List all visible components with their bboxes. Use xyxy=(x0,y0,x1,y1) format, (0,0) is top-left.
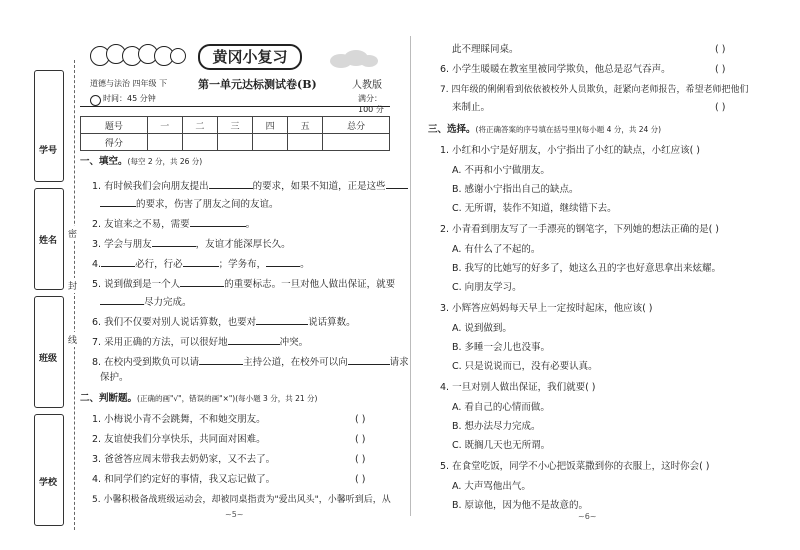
score-cell: 得分 xyxy=(81,134,148,151)
edition-label: 人教版 xyxy=(352,80,382,91)
choice-q3: 3. 小辉答应妈妈每天早上一定按时起床，他应该( ) xyxy=(440,303,653,314)
fill-q4: 4. 必行，行必 ；学务布， 。 xyxy=(92,256,310,271)
choice-option: C. 既搁几天也无所谓。 xyxy=(452,440,551,451)
score-cell: 二 xyxy=(182,117,217,134)
answer-blank[interactable] xyxy=(256,314,308,325)
school-box xyxy=(34,414,64,526)
choice-q5: 5. 在食堂吃饭，同学不小心把饭菜撒到你的衣服上，这时你会( ) xyxy=(440,461,710,472)
choice-option: B. 想办法尽力完成。 xyxy=(452,421,541,432)
exam-header xyxy=(80,40,390,114)
full-score: 满分：100 分 xyxy=(358,94,384,114)
fill-q8-cont: 保护。 xyxy=(100,372,129,383)
choice-option: C. 无所谓，装作不知道，继续错下去。 xyxy=(452,203,617,214)
answer-blank[interactable] xyxy=(100,196,136,207)
header-divider xyxy=(80,106,390,107)
score-cell: 五 xyxy=(288,117,323,134)
section-3-title: 三、选择。(将正确答案的序号填在括号里)(每小题 4 分，共 24 分) xyxy=(428,124,662,135)
answer-paren[interactable]: ( ) xyxy=(355,414,366,425)
answer-paren[interactable]: ( ) xyxy=(355,434,366,445)
choice-option: C. 向朋友学习。 xyxy=(452,282,522,293)
choice-option: B. 原谅他，因为他不是故意的。 xyxy=(452,500,589,511)
choice-option: C. 只是说说而已，没有必要认真。 xyxy=(452,361,598,372)
fill-q5-cont: 尽力完成。 xyxy=(100,294,192,309)
answer-blank[interactable] xyxy=(209,178,253,189)
answer-paren[interactable]: ( ) xyxy=(355,474,366,485)
score-input-cell[interactable] xyxy=(217,134,252,151)
school-label: 学校 xyxy=(38,478,57,488)
score-cell: 总分 xyxy=(323,117,390,134)
section-1-title: 一、填空。(每空 2 分，共 26 分) xyxy=(80,156,203,167)
fill-q1: 1. 有时候我们会向朋友提出 的要求，如果不知道，正是这些 xyxy=(92,178,408,193)
judge-q4: 4. 和同学们约定好的事情，我又忘记做了。 xyxy=(92,474,276,485)
fill-q7: 7. 采用正确的方法，可以很好地 冲突。 xyxy=(92,334,308,349)
brand-logo: 黄冈小复习 xyxy=(198,44,302,70)
cartoon-faces-icon xyxy=(90,46,190,68)
judge-q6: 6. 小学生暖暖在教室里被同学欺负，他总是忍气吞声。 xyxy=(440,64,671,75)
choice-option: A. 大声骂他出气。 xyxy=(452,481,531,492)
answer-blank[interactable] xyxy=(152,236,196,247)
score-input-cell[interactable] xyxy=(147,134,182,151)
student-id-box xyxy=(34,70,64,182)
page-number-right: ~6~ xyxy=(578,512,597,521)
fill-q2: 2. 友谊来之不易，需要 。 xyxy=(92,216,255,231)
binding-strip xyxy=(14,60,84,530)
fill-q3: 3. 学会与朋友 ，友谊才能深厚长久。 xyxy=(92,236,291,251)
judge-q5-cont: 此不理睬同桌。 xyxy=(452,44,519,55)
section-2-title: 二、判断题。(正确的画"√"，错误的画"×")(每小题 3 分，共 21 分) xyxy=(80,393,318,404)
score-input-cell[interactable] xyxy=(253,134,288,151)
score-table-score-row xyxy=(81,134,390,151)
score-table xyxy=(80,116,390,151)
choice-option: A. 有什么了不起的。 xyxy=(452,244,541,255)
seal-line xyxy=(74,60,75,530)
answer-blank[interactable] xyxy=(386,178,408,189)
seal-mark-mi: 密 xyxy=(68,226,77,241)
answer-paren[interactable]: ( ) xyxy=(715,102,726,113)
choice-q4: 4. 一旦对别人做出保证，我们就要( ) xyxy=(440,382,596,393)
answer-blank[interactable] xyxy=(100,294,144,305)
judge-q3: 3. 爸爸答应周末带我去奶奶家，又不去了。 xyxy=(92,454,276,465)
answer-paren[interactable]: ( ) xyxy=(715,64,726,75)
choice-option: A. 不再和小宁做朋友。 xyxy=(452,165,550,176)
choice-option: B. 多睡一会儿也没事。 xyxy=(452,342,551,353)
answer-blank[interactable] xyxy=(348,354,390,365)
score-input-cell[interactable] xyxy=(288,134,323,151)
judge-q1: 1. 小梅说小青不会跳舞，不和她交朋友。 xyxy=(92,414,266,425)
exam-title: 第一单元达标测试卷(B) xyxy=(198,78,317,91)
judge-q2: 2. 友谊使我们分享快乐，共同面对困难。 xyxy=(92,434,266,445)
fill-q1-cont: 的要求，伤害了朋友之间的友谊。 xyxy=(100,196,279,211)
seal-mark-feng: 封 xyxy=(68,278,77,293)
choice-option: B. 我写的比她写的好多了，她这么丑的字也好意思拿出来炫耀。 xyxy=(452,263,722,274)
score-cell: 三 xyxy=(217,117,252,134)
time-limit: 时间：45 分钟 xyxy=(103,94,156,103)
choice-q1: 1. 小红和小宁是好朋友，小宁指出了小红的缺点，小红应该( ) xyxy=(440,145,701,156)
page-number-left: ~5~ xyxy=(225,510,244,519)
subject-label: 道德与法治 四年级 下 xyxy=(90,79,168,88)
judge-q7: 7. 四年级的俐俐看到依依被校外人员欺负，赶紧向老师报告，希望老师把他们 xyxy=(440,85,749,95)
class-label: 班级 xyxy=(38,354,57,364)
answer-blank[interactable] xyxy=(101,256,135,267)
answer-blank[interactable] xyxy=(266,256,300,267)
choice-q2: 2. 小青看到朋友写了一手漂亮的钢笔字，下列她的想法正确的是( ) xyxy=(440,224,720,235)
student-id-label: 学号 xyxy=(38,146,57,156)
cloud-decoration-icon xyxy=(330,50,380,68)
class-box xyxy=(34,296,64,408)
fill-q5: 5. 说到做到是一个人 的重要标志。一旦对他人做出保证，就要 xyxy=(92,276,395,291)
clock-icon xyxy=(90,95,101,106)
fill-q8: 8. 在校内受到欺负可以请 主持公道，在校外可以向 请求 xyxy=(92,354,409,369)
score-table-header-row xyxy=(81,117,390,134)
score-cell: 一 xyxy=(147,117,182,134)
answer-blank[interactable] xyxy=(190,216,246,227)
choice-option: A. 说到做到。 xyxy=(452,323,512,334)
answer-paren[interactable]: ( ) xyxy=(355,454,366,465)
column-divider xyxy=(410,36,411,516)
score-cell: 题号 xyxy=(81,117,148,134)
fill-q6: 6. 我们不仅要对别人说话算数，也要对 说话算数。 xyxy=(92,314,356,329)
score-input-cell[interactable] xyxy=(323,134,390,151)
judge-q5: 5. 小馨积极备战班级运动会，却被同桌指责为"爱出风头"，小馨听到后，从 xyxy=(92,495,391,505)
name-label: 姓名 xyxy=(38,236,57,246)
answer-blank[interactable] xyxy=(199,354,243,365)
answer-blank[interactable] xyxy=(183,256,219,267)
answer-blank[interactable] xyxy=(180,276,224,287)
judge-q7-cont: 来制止。 xyxy=(452,102,491,113)
seal-mark-xian: 线 xyxy=(68,332,77,347)
answer-blank[interactable] xyxy=(228,334,280,345)
answer-paren[interactable]: ( ) xyxy=(715,44,726,55)
score-input-cell[interactable] xyxy=(182,134,217,151)
choice-option: A. 看自己的心情而做。 xyxy=(452,402,550,413)
choice-option: B. 感谢小宁指出自己的缺点。 xyxy=(452,184,579,195)
score-cell: 四 xyxy=(253,117,288,134)
